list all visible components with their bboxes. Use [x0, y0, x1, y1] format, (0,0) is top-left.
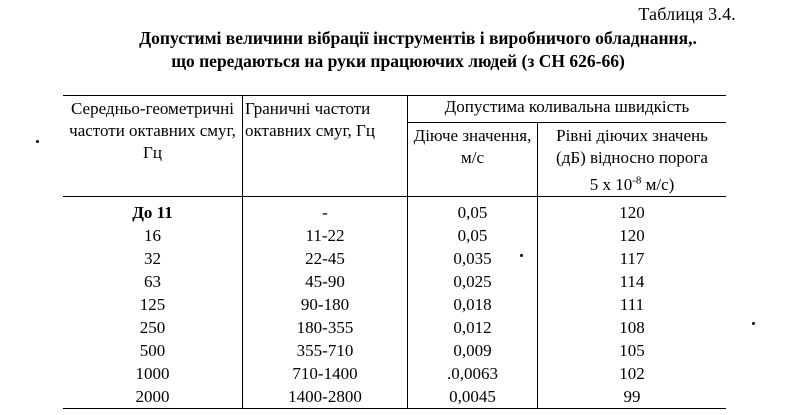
- cell-band-limits: 710-1400: [243, 362, 408, 385]
- cell-band-limits: 11-22: [243, 224, 408, 247]
- header-band-limits: Граничні частоти октавних смуг, Гц: [243, 96, 408, 197]
- header-level-db: [538, 123, 727, 197]
- header-level-line-1: Рівні діючих значень: [556, 126, 708, 145]
- cell-band-limits: 22-45: [243, 247, 408, 270]
- vibration-table: [63, 95, 726, 409]
- cell-level-db: 117: [619, 248, 645, 268]
- title-line-2: що передаються на руки працюючих людей (з СН 626-66): [171, 51, 625, 71]
- header-level-exponent: -8: [632, 174, 642, 186]
- table-row: [63, 362, 726, 385]
- cell-level-db: 108: [619, 317, 645, 337]
- cell-mean-frequency: 250: [63, 316, 243, 339]
- cell-effective-value: 0,025: [408, 270, 538, 293]
- cell-level-db: 120: [619, 202, 645, 222]
- cell-band-limits: 45-90: [243, 270, 408, 293]
- cell-effective-value: .0,0063: [408, 362, 538, 385]
- scan-speck: [36, 140, 39, 143]
- cell-effective-value: 0,009: [408, 339, 538, 362]
- cell-level-db: 105: [619, 340, 645, 360]
- table-body: [63, 196, 726, 408]
- header-mean-frequency: Середньо-геометричні частоти октавних смуг, Гц: [63, 96, 243, 197]
- header-allowed-velocity: Допустима коливальна швидкість: [408, 96, 727, 123]
- table-row: [63, 293, 726, 316]
- cell-effective-value: 0,05: [408, 196, 538, 224]
- cell-level-db: 120: [619, 225, 645, 245]
- header-level-line-3: [590, 175, 675, 194]
- table-row: [63, 385, 726, 409]
- cell-level-db: 102: [619, 363, 645, 383]
- scan-speck: [752, 322, 755, 325]
- cell-level-db: 111: [619, 294, 645, 314]
- cell-band-limits: 355-710: [243, 339, 408, 362]
- cell-mean-frequency: 63: [63, 270, 243, 293]
- cell-mean-frequency: 2000: [63, 385, 243, 409]
- cell-mean-frequency: 1000: [63, 362, 243, 385]
- header-level-base: 5 х 10: [589, 174, 633, 194]
- cell-band-limits: 1400-2800: [243, 385, 408, 409]
- cell-band-limits: -: [243, 196, 408, 224]
- table-title: [0, 27, 796, 73]
- table-caption: Таблиця 3.4.: [638, 4, 736, 24]
- scan-speck: [520, 254, 523, 257]
- table-row: [63, 224, 726, 247]
- table-row: [63, 247, 726, 270]
- table-row: [63, 270, 726, 293]
- cell-mean-frequency: 32: [63, 247, 243, 270]
- cell-effective-value: 0,012: [408, 316, 538, 339]
- cell-mean-frequency: 500: [63, 339, 243, 362]
- cell-effective-value: 0,0045: [408, 385, 538, 409]
- header-level-unit: м/с): [641, 174, 675, 194]
- table-row: [63, 316, 726, 339]
- cell-mean-frequency: 125: [63, 293, 243, 316]
- header-level-line-2: (дБ) відносно порога: [556, 148, 708, 167]
- cell-band-limits: 180-355: [243, 316, 408, 339]
- cell-band-limits: 90-180: [243, 293, 408, 316]
- cell-level-db: 99: [538, 385, 727, 409]
- cell-effective-value: 0,05: [408, 224, 538, 247]
- cell-mean-frequency: До 11: [63, 196, 243, 224]
- cell-mean-frequency: 16: [63, 224, 243, 247]
- title-line-1: Допустимі величини вібрації інструментів і виробничого обладнання,.: [139, 28, 697, 48]
- header-effective-value: Діюче значення, м/с: [408, 123, 538, 197]
- table-row: [63, 339, 726, 362]
- cell-level-db: 114: [619, 271, 645, 291]
- table-row: [63, 196, 726, 224]
- cell-effective-value: 0,018: [408, 293, 538, 316]
- cell-effective-value: 0,035: [408, 247, 538, 270]
